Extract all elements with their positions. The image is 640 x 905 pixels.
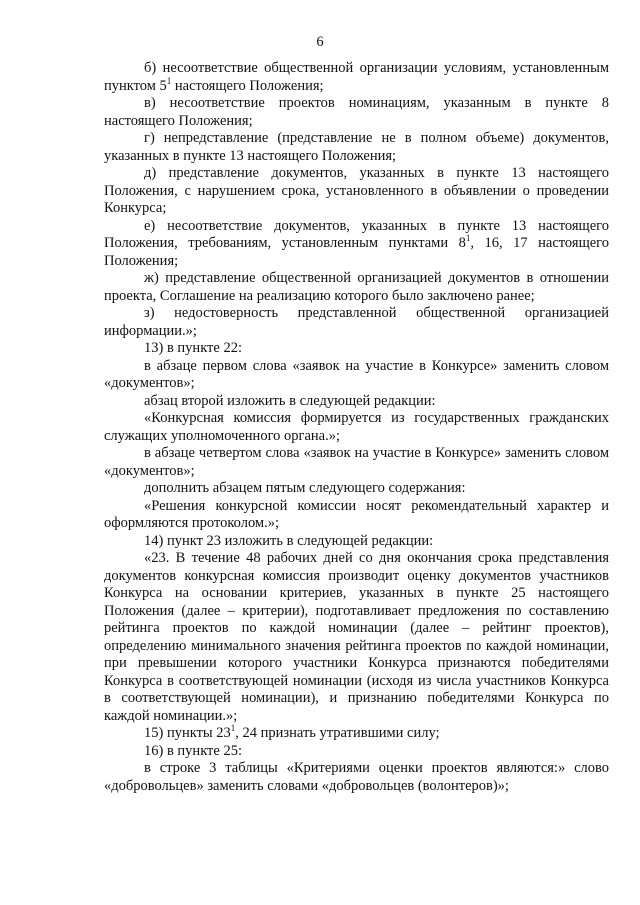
- paragraph: [104, 550, 609, 725]
- text-run: в абзаце четвертом слова «заявок на участие в Конкурсе» заменить словом «документов»;: [104, 445, 609, 479]
- paragraph: [104, 743, 609, 761]
- paragraph: [104, 393, 609, 411]
- paragraph: [104, 480, 609, 498]
- text-run: 14) пункт 23 изложить в следующей редакции:: [144, 532, 434, 549]
- text-run: «23. В течение 48 рабочих дней со дня окончания срока представления документов конкурсная комиссия производит оценку документов участников Конкурса на основании критериев, указанных в пункте 25 настоящего Положения (далее – критерии), подготавливает предложения по составлению рейтинга проектов по каждой номинации (далее – рейтинг проектов), определению минимального значения рейтинга проектов по каждой номинации, при превышении которого участники Конкурса признаются победителями Конкурса в соответствующей номинации (исходя из числа участников Конкурса в соответствующей номинации), и признанию победителями Конкурса по каждой номинации.»;: [104, 550, 609, 724]
- text-run: дополнить абзацем пятым следующего содержания:: [144, 480, 466, 496]
- superscript: 1: [230, 723, 236, 734]
- paragraph: [104, 165, 609, 218]
- paragraph: [104, 305, 609, 340]
- text-run: «Решения конкурсной комиссии носят рекомендательный характер и оформляются протоколом.»;: [104, 497, 609, 531]
- paragraph: [104, 95, 609, 130]
- text-run: д) представление документов, указанных в пункте 13 настоящего Положения, с нарушением срока, установленного в объявлении о проведении Конкурса;: [104, 165, 609, 216]
- paragraph: [104, 60, 609, 95]
- text-run: ж) представление общественной организацией документов в отношении проекта, Соглашение на реализацию которого было заключено ранее;: [104, 270, 609, 304]
- paragraph: [104, 725, 609, 743]
- paragraph: [104, 130, 609, 165]
- text-run: , 16, 17 настоящего Положения;: [104, 235, 610, 269]
- text-run: б) несоответствие общественной организации условиям, установленным пунктом 5: [104, 60, 609, 94]
- text-run: настоящего Положения;: [171, 77, 324, 94]
- paragraph: [104, 218, 609, 271]
- text-run: в абзаце первом слова «заявок на участие в Конкурсе» заменить словом «документов»;: [104, 357, 609, 391]
- text-run: абзац второй изложить в следующей редакции:: [144, 392, 436, 409]
- text-run: 13) в пункте 22:: [144, 340, 242, 356]
- text-run: 16) в пункте 25:: [144, 742, 242, 759]
- paragraph: [104, 270, 609, 305]
- text-run: , 24 признать утратившими силу;: [235, 725, 440, 741]
- text-run: 15) пункты 23: [144, 725, 231, 741]
- paragraph: [104, 760, 609, 795]
- text-run: в строке 3 таблицы «Критериями оценки проектов являются:» слово «добровольцев» заменить словами «добровольцев (волонтеров)»;: [104, 760, 609, 794]
- paragraph: [104, 533, 609, 551]
- text-run: «Конкурсная комиссия формируется из государственных гражданских служащих уполномоченного органа.»;: [104, 410, 609, 444]
- text-run: е) несоответствие документов, указанных в пункте 13 настоящего Положения, требованиям, установленным пунктами 8: [104, 217, 609, 251]
- text-run: з) недостоверность представленной общественной организацией информации.»;: [104, 305, 609, 339]
- paragraph: [104, 340, 609, 358]
- document-body: [104, 60, 609, 795]
- paragraph: [104, 498, 609, 533]
- superscript: 1: [166, 75, 172, 86]
- paragraph: [104, 358, 609, 393]
- paragraph: [104, 445, 609, 480]
- text-run: г) непредставление (представление не в полном объеме) документов, указанных в пункте 13 настоящего Положения;: [104, 130, 609, 164]
- superscript: 1: [465, 233, 471, 244]
- paragraph: [104, 410, 609, 445]
- text-run: в) несоответствие проектов номинациям, указанным в пункте 8 настоящего Положения;: [104, 95, 609, 129]
- page-number: 6: [316, 34, 324, 50]
